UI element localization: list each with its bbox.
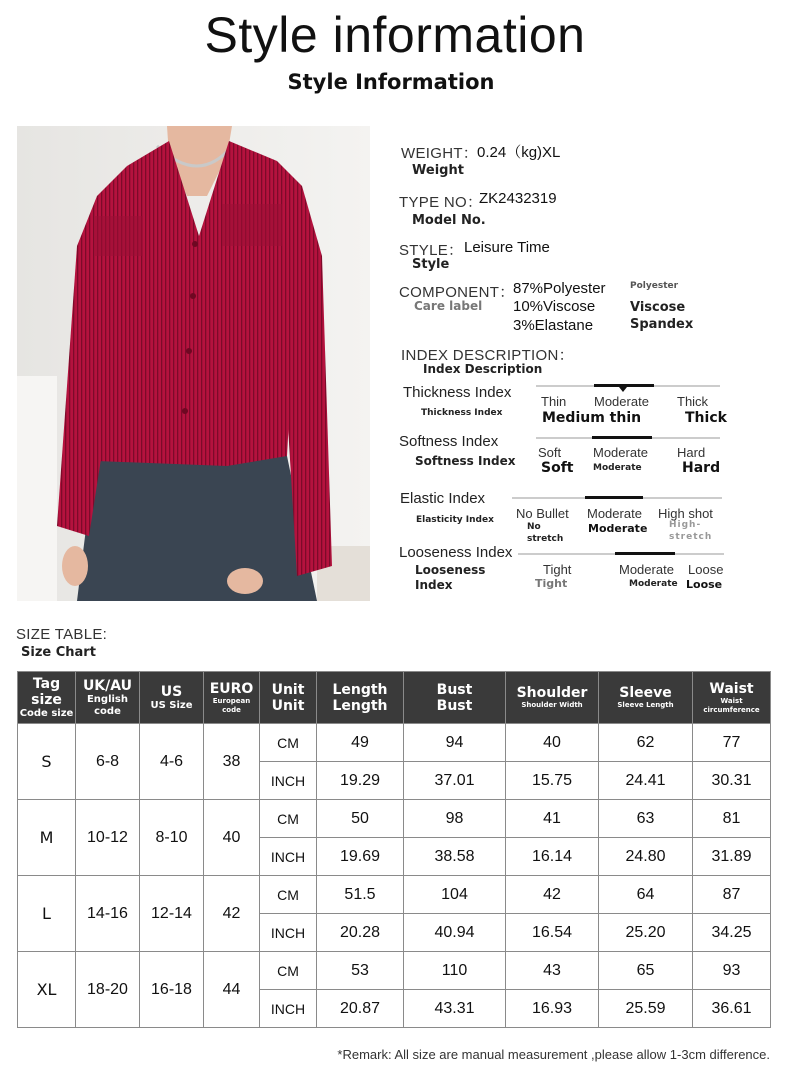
elastic-label-1: No stretch xyxy=(527,522,564,544)
length-cell: 20.87 xyxy=(317,990,404,1028)
waist-cell: 31.89 xyxy=(693,838,771,876)
looseness-label-3: Loose xyxy=(686,578,723,591)
shoulder-cell: 16.14 xyxy=(506,838,599,876)
euro-cell: 40 xyxy=(204,800,260,876)
bust-cell: 37.01 xyxy=(404,762,506,800)
component-en-3: Spandex xyxy=(630,317,694,332)
length-cell: 19.29 xyxy=(317,762,404,800)
size-cell: L xyxy=(18,876,76,952)
elastic-index-name: Elastic Index xyxy=(400,490,486,507)
style-value: Leisure Time xyxy=(464,239,550,256)
elastic-label-3: High-stretch xyxy=(669,520,713,542)
col-header-euro: EURO European code xyxy=(204,672,260,724)
col-header-length: Length Length xyxy=(317,672,404,724)
thickness-pointer-icon xyxy=(619,387,627,392)
unit-cell: INCH xyxy=(260,914,317,952)
size-cell: M xyxy=(18,800,76,876)
softness-label-1: Soft xyxy=(541,460,574,476)
index-subtitle: Index Description xyxy=(423,362,543,376)
us-cell: 8-10 xyxy=(140,800,204,876)
unit-cell: INCH xyxy=(260,838,317,876)
uk-cell: 18-20 xyxy=(76,952,140,1028)
euro-cell: 42 xyxy=(204,876,260,952)
component-sub: Care label xyxy=(414,299,483,313)
looseness-opt-tight: Tight xyxy=(543,562,572,577)
col-header-us: US US Size xyxy=(140,672,204,724)
uk-cell: 10-12 xyxy=(76,800,140,876)
waist-cell: 87 xyxy=(693,876,771,914)
sleeve-cell: 24.41 xyxy=(599,762,693,800)
sleeve-cell: 63 xyxy=(599,800,693,838)
looseness-label-1: Tight xyxy=(535,577,568,590)
uk-cell: 14-16 xyxy=(76,876,140,952)
type-sub: Model No. xyxy=(412,213,486,228)
unit-cell: CM xyxy=(260,952,317,990)
waist-cell: 81 xyxy=(693,800,771,838)
shoulder-cell: 42 xyxy=(506,876,599,914)
weight-sub: Weight xyxy=(412,163,464,178)
sleeve-cell: 25.20 xyxy=(599,914,693,952)
softness-index-name: Softness Index xyxy=(399,433,499,450)
page-title: Style information xyxy=(204,7,586,63)
unit-cell: CM xyxy=(260,724,317,762)
elastic-opt-no-bullet: No Bullet xyxy=(516,506,569,521)
length-cell: 50 xyxy=(317,800,404,838)
bust-cell: 43.31 xyxy=(404,990,506,1028)
shoulder-cell: 16.54 xyxy=(506,914,599,952)
size-table-sublabel: Size Chart xyxy=(21,645,96,660)
elastic-index-sub: Elasticity Index xyxy=(416,515,494,525)
softness-label-3: Hard xyxy=(682,460,721,476)
table-header-row xyxy=(18,672,771,724)
table-row xyxy=(18,800,771,838)
us-cell: 12-14 xyxy=(140,876,204,952)
unit-cell: CM xyxy=(260,876,317,914)
elastic-opt-moderate: Moderate xyxy=(587,506,642,521)
col-header-shoulder: Shoulder Shoulder Width xyxy=(506,672,599,724)
thickness-label-1: Medium thin xyxy=(542,410,642,426)
uk-cell: 6-8 xyxy=(76,724,140,800)
elastic-label-2: Moderate xyxy=(588,522,648,535)
looseness-index-sub: Looseness Index xyxy=(415,563,486,592)
weight-value: 0.24（kg)XL xyxy=(477,144,561,161)
looseness-opt-moderate: Moderate xyxy=(619,562,674,577)
thickness-opt-thick: Thick xyxy=(677,394,709,409)
shoulder-cell: 40 xyxy=(506,724,599,762)
bust-cell: 104 xyxy=(404,876,506,914)
sleeve-cell: 62 xyxy=(599,724,693,762)
us-cell: 4-6 xyxy=(140,724,204,800)
col-header-waist: Waist Waist circumference xyxy=(693,672,771,724)
component-label: COMPONENT： xyxy=(399,284,515,301)
elastic-selected-mark xyxy=(585,496,643,499)
sleeve-cell: 24.80 xyxy=(599,838,693,876)
length-cell: 53 xyxy=(317,952,404,990)
component-en-1: Polyester xyxy=(630,281,679,291)
thickness-opt-thin: Thin xyxy=(541,394,567,409)
euro-cell: 44 xyxy=(204,952,260,1028)
table-row xyxy=(18,724,771,762)
euro-cell: 38 xyxy=(204,724,260,800)
thickness-index-sub: Thickness Index xyxy=(421,408,503,418)
softness-opt-hard: Hard xyxy=(677,445,706,460)
bust-cell: 98 xyxy=(404,800,506,838)
component-3: 3%Elastane xyxy=(513,317,594,334)
looseness-selected-mark xyxy=(615,552,675,555)
table-row xyxy=(18,876,771,914)
component-2: 10%Viscose xyxy=(513,298,596,315)
unit-cell: INCH xyxy=(260,990,317,1028)
looseness-index-name: Looseness Index xyxy=(399,544,513,561)
softness-selected-mark xyxy=(592,436,652,439)
component-en-2: Viscose xyxy=(630,300,686,315)
thickness-index-name: Thickness Index xyxy=(403,384,512,401)
waist-cell: 93 xyxy=(693,952,771,990)
waist-cell: 30.31 xyxy=(693,762,771,800)
shoulder-cell: 15.75 xyxy=(506,762,599,800)
product-photo xyxy=(17,126,370,601)
elastic-opt-high-shot: High shot xyxy=(658,506,713,521)
col-header-tag-size: Tag size Code size xyxy=(18,672,76,724)
bust-cell: 94 xyxy=(404,724,506,762)
waist-cell: 77 xyxy=(693,724,771,762)
col-header-unit: Unit Unit xyxy=(260,672,317,724)
softness-index-sub: Softness Index xyxy=(415,454,516,468)
page-subtitle: Style Information xyxy=(287,70,495,94)
weight-label: WEIGHT： xyxy=(401,145,479,162)
length-cell: 49 xyxy=(317,724,404,762)
index-title: INDEX DESCRIPTION： xyxy=(401,347,574,364)
table-row xyxy=(18,952,771,990)
bust-cell: 40.94 xyxy=(404,914,506,952)
looseness-opt-loose: Loose xyxy=(688,562,724,577)
type-label: TYPE NO： xyxy=(399,194,483,211)
unit-cell: INCH xyxy=(260,762,317,800)
thickness-opt-moderate: Moderate xyxy=(594,394,649,409)
sleeve-cell: 25.59 xyxy=(599,990,693,1028)
size-cell: XL xyxy=(18,952,76,1028)
looseness-label-2: Moderate xyxy=(629,579,678,589)
sleeve-cell: 64 xyxy=(599,876,693,914)
component-1: 87%Polyester xyxy=(513,280,606,297)
size-table xyxy=(17,671,771,1028)
softness-opt-moderate: Moderate xyxy=(593,445,648,460)
style-label: STYLE： xyxy=(399,242,464,259)
length-cell: 51.5 xyxy=(317,876,404,914)
shoulder-cell: 41 xyxy=(506,800,599,838)
waist-cell: 34.25 xyxy=(693,914,771,952)
bust-cell: 38.58 xyxy=(404,838,506,876)
col-header-bust: Bust Bust xyxy=(404,672,506,724)
col-header-sleeve: Sleeve Sleeve Length xyxy=(599,672,693,724)
shoulder-cell: 43 xyxy=(506,952,599,990)
length-cell: 19.69 xyxy=(317,838,404,876)
waist-cell: 36.61 xyxy=(693,990,771,1028)
style-sub: Style xyxy=(412,257,450,272)
size-table-label: SIZE TABLE: xyxy=(16,626,108,643)
shoulder-cell: 16.93 xyxy=(506,990,599,1028)
us-cell: 16-18 xyxy=(140,952,204,1028)
unit-cell: CM xyxy=(260,800,317,838)
softness-label-2: Moderate xyxy=(593,463,642,473)
type-value: ZK2432319 xyxy=(479,190,557,207)
col-header-uk-au: UK/AU English code xyxy=(76,672,140,724)
size-cell: S xyxy=(18,724,76,800)
softness-opt-soft: Soft xyxy=(538,445,562,460)
sleeve-cell: 65 xyxy=(599,952,693,990)
bust-cell: 110 xyxy=(404,952,506,990)
length-cell: 20.28 xyxy=(317,914,404,952)
thickness-label-2: Thick xyxy=(685,410,727,426)
remark-note: *Remark: All size are manual measurement ,please allow 1-3cm difference. xyxy=(337,1047,770,1062)
